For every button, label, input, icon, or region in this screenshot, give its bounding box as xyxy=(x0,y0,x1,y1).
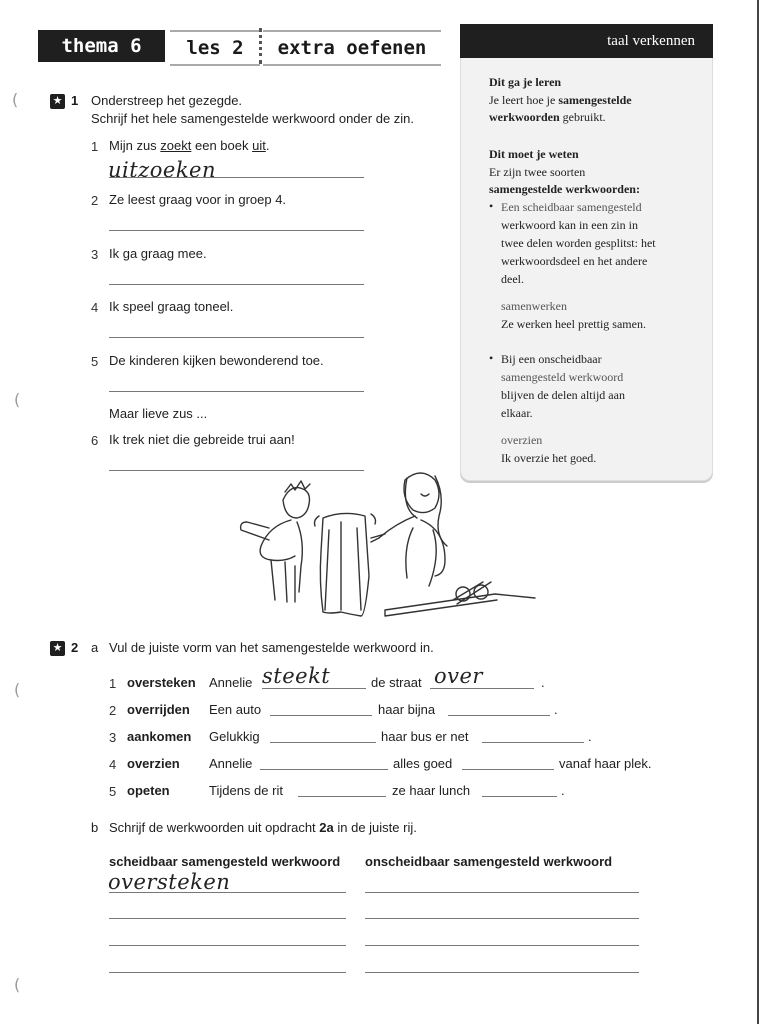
aside-text: Maar lieve zus ... xyxy=(109,406,208,421)
item-sentence: Ik trek niet die gebreide trui aan! xyxy=(109,432,295,447)
sentence-part: Tijdens de rit xyxy=(209,783,283,798)
bullet1-line: Een scheidbaar samengesteld xyxy=(501,200,642,214)
bullet-dot: • xyxy=(489,351,494,365)
sentence-part: de straat xyxy=(371,675,422,690)
fill-blank[interactable] xyxy=(448,715,550,716)
sentence-part: haar bijna xyxy=(378,702,436,717)
fill-blank[interactable] xyxy=(462,769,554,770)
item-sentence: Ik speel graag toneel. xyxy=(109,299,234,314)
know-intro-bold: samengestelde werkwoorden: xyxy=(489,182,640,196)
item-sentence: Mijn zus zoekt een boek uit. xyxy=(109,138,270,153)
fill-blank[interactable] xyxy=(298,796,386,797)
lesson-tag: les 2 xyxy=(170,30,260,66)
row-number: 5 xyxy=(109,784,117,799)
exercise-instruction: Schrijf het hele samengestelde werkwoord onder de zin. xyxy=(91,111,415,126)
item-number: 6 xyxy=(91,433,99,448)
punch-hole-mark: ( xyxy=(14,680,21,699)
item-sentence: Ze leest graag voor in groep 4. xyxy=(109,192,287,207)
answer-line[interactable] xyxy=(365,945,639,946)
verb-label: overrijden xyxy=(127,702,190,717)
fill-blank[interactable] xyxy=(262,688,366,689)
answer-line[interactable] xyxy=(365,918,639,919)
answer-line[interactable] xyxy=(365,892,639,893)
fill-blank[interactable] xyxy=(270,715,372,716)
fill-blank[interactable] xyxy=(430,688,534,689)
exercise-star-icon: ★ xyxy=(50,641,65,656)
item-sentence: Ik ga graag mee. xyxy=(109,246,207,261)
answer-line[interactable] xyxy=(109,391,364,392)
example1-sentence: Ze werken heel prettig samen. xyxy=(501,317,646,331)
verb-label: oversteken xyxy=(127,675,196,690)
handwritten-answer: steekt xyxy=(262,664,331,688)
row-number: 3 xyxy=(109,730,117,745)
example2-sentence: Ik overzie het goed. xyxy=(501,451,597,465)
answer-line[interactable] xyxy=(109,892,346,893)
answer-line[interactable] xyxy=(365,972,639,973)
exercise-instruction: Onderstreep het gezegde. xyxy=(91,93,243,108)
sentence-part: . xyxy=(561,783,565,798)
fill-blank[interactable] xyxy=(260,769,388,770)
answer-line[interactable] xyxy=(109,230,364,231)
exercise-star-icon: ★ xyxy=(50,94,65,109)
sentence-part: Een auto xyxy=(209,702,262,717)
fill-blank[interactable] xyxy=(482,796,557,797)
punch-hole-mark: ( xyxy=(12,90,19,109)
bullet1-line: twee delen worden gesplitst: het xyxy=(501,236,656,250)
item-sentence: De kinderen kijken bewonderend toe. xyxy=(109,353,324,368)
item-number: 3 xyxy=(91,247,99,262)
theme-tag: thema 6 xyxy=(38,30,165,62)
exercise-instruction: Vul de juiste vorm van het samengestelde werkwoord in. xyxy=(109,640,434,655)
bullet-dot: • xyxy=(489,199,494,213)
punch-hole-mark: ( xyxy=(14,975,21,994)
answer-line[interactable] xyxy=(109,945,346,946)
sentence-part: . xyxy=(541,675,545,690)
sentence-part: ze haar lunch xyxy=(392,783,471,798)
example1-word: samenwerken xyxy=(501,299,567,313)
info-box-title: taal verkennen xyxy=(460,24,713,58)
part-label: b xyxy=(91,820,99,835)
fill-blank[interactable] xyxy=(482,742,584,743)
goal-title: Dit ga je leren xyxy=(489,75,562,89)
item-number: 5 xyxy=(91,354,99,369)
punch-hole-mark: ( xyxy=(14,390,21,409)
sentence-part: Annelie xyxy=(209,756,253,771)
answer-line[interactable] xyxy=(109,337,364,338)
verb-label: overzien xyxy=(127,756,180,771)
verb-label: opeten xyxy=(127,783,170,798)
bullet2-line: elkaar. xyxy=(501,406,533,420)
item-number: 1 xyxy=(91,139,99,154)
column-header-separable: scheidbaar samengesteld werkwoord xyxy=(109,854,341,869)
exercise-number: 2 xyxy=(71,640,79,655)
goal-text-2: werkwoorden gebruikt. xyxy=(489,110,606,124)
info-box xyxy=(460,58,713,481)
sentence-part: alles goed xyxy=(393,756,453,771)
part-label: a xyxy=(91,640,99,655)
answer-line[interactable] xyxy=(109,972,346,973)
bullet2-line: blijven de delen altijd aan xyxy=(501,388,625,402)
handwritten-answer: uitzoeken xyxy=(108,158,216,182)
know-intro: Er zijn twee soorten xyxy=(489,165,586,179)
answer-line[interactable] xyxy=(109,918,346,919)
exercise-number: 1 xyxy=(71,93,79,108)
bullet2-line: samengesteld werkwoord xyxy=(501,370,624,384)
item-number: 4 xyxy=(91,300,99,315)
row-number: 1 xyxy=(109,676,117,691)
fill-blank[interactable] xyxy=(270,742,376,743)
know-title: Dit moet je weten xyxy=(489,147,579,161)
example2-word: overzien xyxy=(501,433,543,447)
bullet2-line: Bij een onscheidbaar xyxy=(501,352,602,366)
item-number: 2 xyxy=(91,193,99,208)
sentence-part: Gelukkig xyxy=(209,729,260,744)
bullet1-line: werkwoordsdeel en het andere xyxy=(501,254,648,268)
verb-label: aankomen xyxy=(127,729,192,744)
handwritten-answer: over xyxy=(434,664,483,688)
exercise-instruction: Schrijf de werkwoorden uit opdracht 2a in de juiste rij. xyxy=(109,820,417,835)
sentence-part: Annelie xyxy=(209,675,253,690)
page-edge xyxy=(757,0,759,1024)
sentence-part: vanaf haar plek. xyxy=(559,756,652,771)
section-tag: extra oefenen xyxy=(263,30,441,66)
goal-text: Je leert hoe je samengestelde xyxy=(489,93,632,107)
row-number: 2 xyxy=(109,703,117,718)
bullet1-line: werkwoord kan in een zin in xyxy=(501,218,638,232)
answer-line[interactable] xyxy=(109,284,364,285)
handwritten-answer: oversteken xyxy=(108,870,231,894)
sentence-part: haar bus er net xyxy=(381,729,469,744)
row-number: 4 xyxy=(109,757,117,772)
sentence-part: . xyxy=(554,702,558,717)
bullet1-line: deel. xyxy=(501,272,524,286)
sentence-part: . xyxy=(588,729,592,744)
column-header-inseparable: onscheidbaar samengesteld werkwoord xyxy=(365,854,613,869)
illustration-boy-and-girl-with-sweater xyxy=(225,470,545,620)
answer-line[interactable] xyxy=(109,177,364,178)
